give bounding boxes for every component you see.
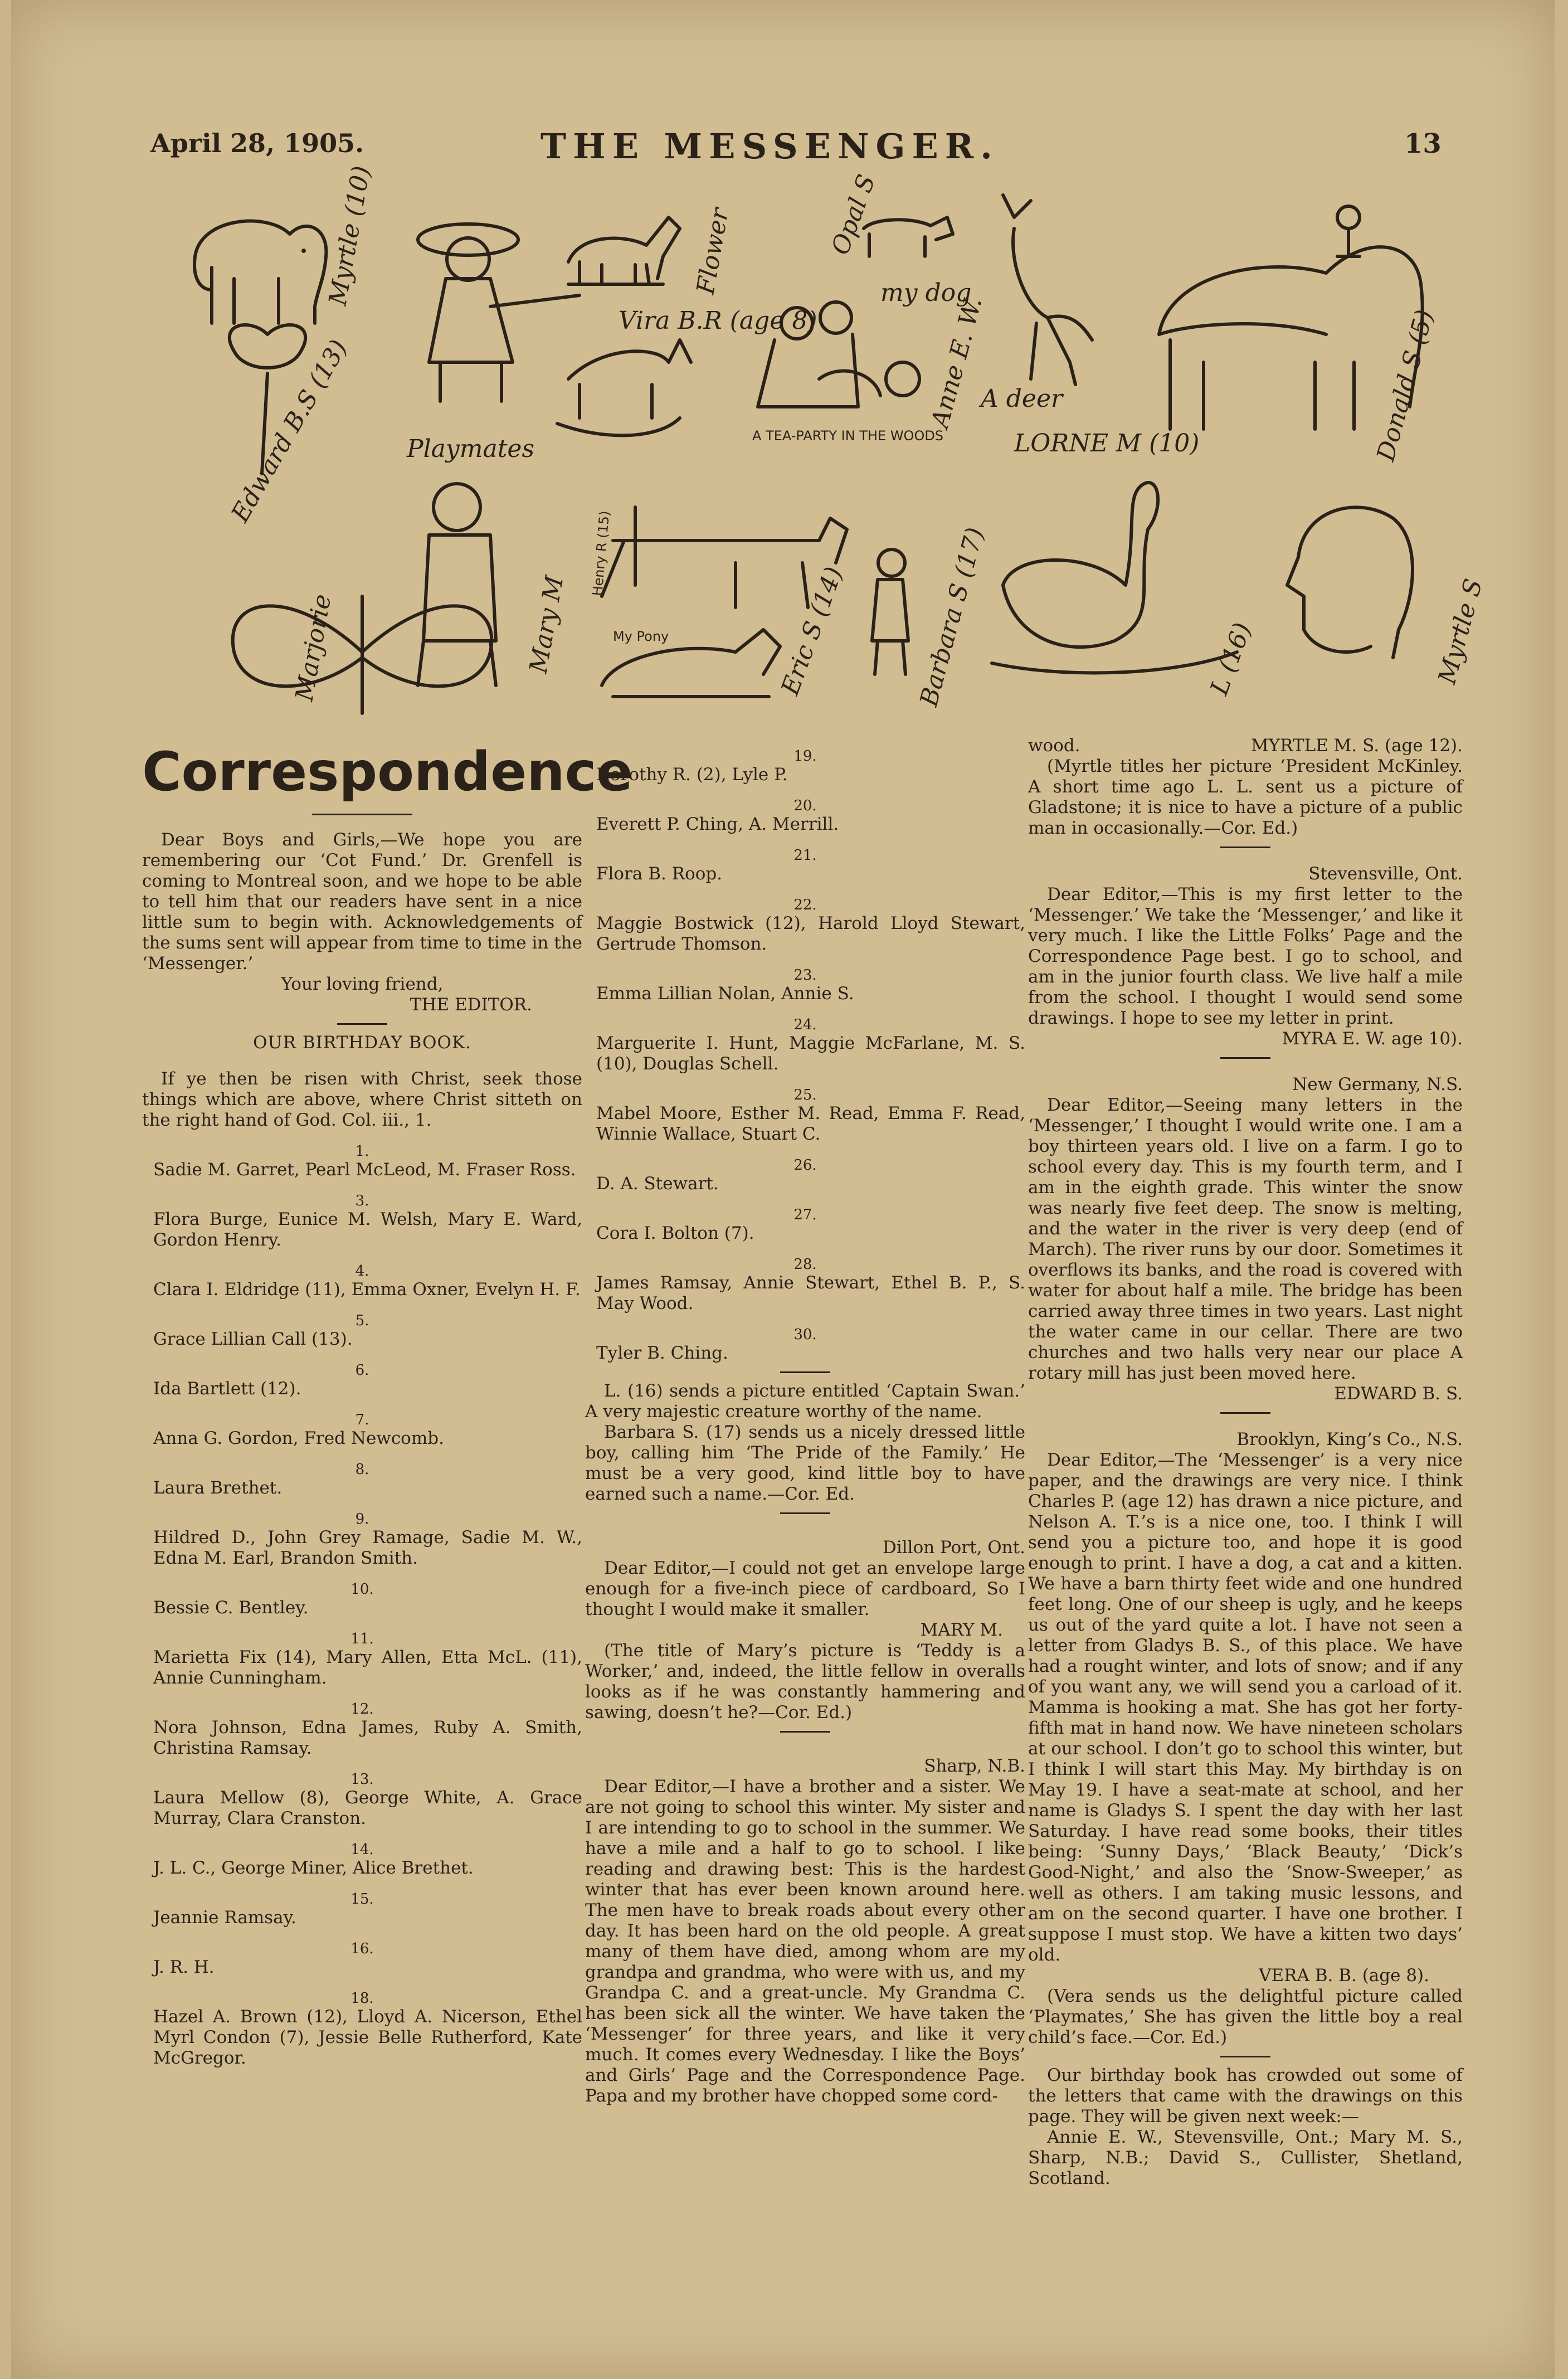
elephant-drawing — [194, 221, 326, 323]
bible-verse: If ye then be risen with Christ, seek those things which are above, where Christ sitteth on the right hand of God. Col. iii., 1. — [142, 1069, 582, 1130]
rocking-horse-drawing — [557, 340, 691, 435]
drawing-label-lorne: LORNE M (10) — [1014, 429, 1200, 458]
drawing-label-my-dog: my dog — [880, 279, 972, 307]
letter-place-brooklyn: Brooklyn, King’s Co., N.S. — [1236, 1429, 1463, 1449]
tea-party-drawing — [758, 302, 919, 407]
birthday-entry: 7. Anna G. Gordon, Fred Newcomb. — [153, 1412, 444, 1448]
editor-note-pride-of-family: Barbara S. (17) sends us a nicely dressed little boy, calling him ‘The Pride of the Family.’ He must be a very good, kind little boy to have earned such a name.—Cor. Ed. — [585, 1422, 1025, 1504]
editor-note-playmates: (Vera sends us the delightful picture called ‘Playmates,’ She has given the little boy a real child’s face.—Cor. Ed.) — [1028, 1986, 1463, 2047]
drawing-label-edward: Edward B.S (13) — [226, 335, 353, 527]
birthday-list-part-2 — [585, 748, 1025, 1364]
section-divider — [1220, 1057, 1270, 1059]
small-boy-drawing — [872, 549, 908, 674]
deer-drawing — [1003, 195, 1092, 385]
birthday-entry: 18. Hazel A. Brown (12), Lloyd A. Nicerson, Ethel Myrl Condon (7), Jessie Belle Rutherford, Kate McGregor. — [153, 1990, 582, 2068]
editor-note-captain-swan: L. (16) sends a picture entitled ‘Captain Swan.’ A very majestic creature worthy of the name. — [585, 1381, 1025, 1422]
birthday-entry: 11. Marietta Fix (14), Mary Allen, Etta McL. (11), Annie Cunningham. — [153, 1631, 582, 1688]
drawing-label-marjorie: Marjorie — [290, 592, 337, 703]
birthday-entry: 8. Laura Brethet. — [153, 1461, 369, 1498]
letter-signature-mary: MARY M. — [920, 1620, 1003, 1640]
birthday-entry: 14. J. L. C., George Miner, Alice Brethet. — [153, 1841, 474, 1878]
letter-signature-vera: VERA B. B. (age 8). — [1259, 1966, 1429, 1986]
birthday-entry: 9. Hildred D., John Grey Ramage, Sadie M. W., Edna M. Earl, Brandon Smith. — [153, 1511, 582, 1568]
letter-body-mary: Dear Editor,—I could not get an envelope large enough for a five-inch piece of cardboard, So I thought I would make it smaller. — [585, 1558, 1025, 1619]
newspaper-page — [11, 0, 1555, 2379]
column-3 — [1028, 736, 1463, 2189]
horse-drawing — [568, 217, 680, 284]
birthday-entry: 21. Flora B. Roop. — [596, 847, 817, 884]
drawing-label-donald: Donald S (5) — [1371, 307, 1439, 464]
birthday-entry: 10. Bessie C. Bentley. — [153, 1581, 374, 1618]
editor-note-teddy: (The title of Mary’s picture is ‘Teddy is a Worker,’ and, indeed, the little fellow in overalls looks as if he was constantly hammering and sawing, doesn’t he?—Cor. Ed.) — [585, 1641, 1025, 1723]
drawing-label-barbara: Barbara S (17) — [914, 524, 990, 709]
drawing-label-myrtle-s: Myrtle S — [1433, 576, 1488, 687]
section-divider — [337, 1023, 387, 1025]
birthday-entry: 16. J. R. H. — [153, 1940, 374, 1977]
letter-body-myrtle: Dear Editor,—I have a brother and a sister. We are not going to school this winter. My sister and I are intending to go to school in the summer. We have a mile and a half to go to school. I like reading and drawing best: This is the hardest winter that has ever been known around here. The men have to break roads about every other day. It has been hard on the old people. A great many of them have died, among whom are my grandpa and grandma, who were with us, and my Grandpa C. and a great-uncle. My Grandma C. has been sick all the winter. We have taken the ‘Messenger’ for three years, and like it very much. It comes every Wednesday. I like the Boys’ and Girls’ Page and the Correspondence Page. Papa and my brother have chopped some cord- — [585, 1777, 1025, 2106]
drawing-label-pony: My Pony — [613, 629, 669, 644]
birthday-entry: 6. Ida Bartlett (12). — [153, 1362, 369, 1399]
drawing-label-flower: Flower — [691, 206, 734, 296]
children-drawings-illustration — [178, 163, 1488, 719]
page-heading: Correspondence — [142, 741, 633, 803]
drawing-label-myrtle: Myrtle (10) — [323, 163, 376, 308]
editor-intro: Dear Boys and Girls,—We hope you are remembering our ‘Cot Fund.’ Dr. Grenfell is coming to Montreal soon, and we hope to be able to tell him that our readers have sent in a nice little sum to begin with. Acknowledgements of the sums sent will appear from time to time in the ‘Messenger.’ — [142, 830, 582, 974]
swan-drawing — [992, 483, 1237, 673]
birthday-entry: 12. Nora Johnson, Edna James, Ruby A. Smith, Christina Ramsay. — [153, 1701, 582, 1758]
letter-place-stevensville: Stevensville, Ont. — [1308, 864, 1463, 884]
circus-elephant-drawing — [1159, 206, 1423, 429]
birthday-entry: 20. Everett P. Ching, A. Merrill. — [596, 797, 839, 834]
letter-body-edward: Dear Editor,—Seeing many letters in the ‘Messenger,’ I thought I would write one. I am a boy thirteen years old. I live on a farm. I go to school every day. This is my fourth term, and I am in the eighth grade. This winter the snow was nearly five feet deep. The snow is melting, and the water in the river is very deep (end of March). The river runs by our door. Sometimes it overflows its banks, and the road is covered with water for about half a mile. The bridge has been carried away three times in two years. Last night the water came in our cellar. There are two churches and two halls very near our place A rotary mill has just been moved here. — [1028, 1095, 1463, 1383]
heading-divider — [312, 814, 412, 815]
letter-place-sharp: Sharp, N.B. — [924, 1756, 1025, 1776]
butterfly-drawing — [233, 596, 491, 713]
letter-place-dillon-port: Dillon Port, Ont. — [882, 1538, 1025, 1558]
birthday-entry: 5. Grace Lillian Call (13). — [153, 1312, 369, 1349]
birthday-entry: 25. Mabel Moore, Esther M. Read, Emma F. Read, Winnie Wallace, Stuart C. — [596, 1087, 1025, 1144]
birthday-entry: 4. Clara I. Eldridge (11), Emma Oxner, Evelyn H. F. — [153, 1263, 581, 1300]
horse-cart-drawing — [602, 507, 847, 607]
editor-note-mckinley: (Myrtle titles her picture ‘President McKinley. A short time ago L. L. sent us a picture of Gladstone; it is nice to have a picture of a public man in occasionally.—Cor. Ed.) — [1028, 756, 1463, 838]
birthday-list-part-1 — [142, 1143, 582, 2069]
drawings-svg — [178, 163, 1488, 719]
editor-signature: THE EDITOR. — [410, 995, 532, 1015]
drawing-label-henry: Henry R (15) — [590, 510, 613, 597]
drawing-label-opal: Opal S — [826, 171, 882, 259]
birthday-entry: 23. Emma Lillian Nolan, Annie S. — [596, 967, 854, 1004]
drawing-label-eric: Eric S (14) — [776, 563, 849, 699]
section-divider — [780, 1371, 830, 1373]
birthday-entry: 15. Jeannie Ramsay. — [153, 1891, 374, 1928]
birthday-entry: 13. Laura Mellow (8), George White, A. Grace Murray, Clara Cranston. — [153, 1771, 582, 1828]
birthday-entry: 28. James Ramsay, Annie Stewart, Ethel B. P., S. May Wood. — [596, 1256, 1025, 1313]
letter-signature-edward: EDWARD B. S. — [1334, 1384, 1463, 1404]
birthday-entry: 27. Cora I. Bolton (7). — [596, 1206, 817, 1243]
letter-continuation: wood. MYRTLE M. S. (age 12). — [1028, 736, 1463, 756]
birthday-entry: 26. D. A. Stewart. — [596, 1157, 817, 1194]
editor-closing: Your loving friend, — [281, 974, 444, 994]
playmates-girl-drawing — [418, 224, 580, 401]
drawing-label-l: L (16) — [1205, 619, 1258, 699]
drawing-label-vira: Vira B.R (age 8) — [619, 307, 817, 335]
birthday-entry: 24. Marguerite I. Hunt, Maggie McFarlane, M. S. (10), Douglas Schell. — [596, 1016, 1025, 1074]
letter-signature-myra: MYRA E. W. age 10). — [1282, 1029, 1463, 1049]
column-1 — [142, 736, 633, 2069]
mckinley-portrait-drawing — [1287, 507, 1413, 658]
dog-drawing — [864, 217, 953, 256]
birthday-entry: 19. Dorothy R. (2), Lyle P. — [596, 748, 817, 785]
section-divider — [780, 1731, 830, 1733]
birthday-book-title: OUR BIRTHDAY BOOK. — [253, 1033, 471, 1053]
birthday-entry: 30. Tyler B. Ching. — [596, 1326, 817, 1363]
birthday-entry: 1. Sadie M. Garret, Pearl McLeod, M. Fraser Ross. — [153, 1143, 576, 1180]
birthday-entry: 3. Flora Burge, Eunice M. Welsh, Mary E. Ward, Gordon Henry. — [153, 1193, 582, 1250]
drawing-label-playmates: Playmates — [407, 435, 535, 463]
column-2 — [585, 736, 1025, 2106]
section-divider — [1220, 846, 1270, 848]
letter-place-new-germany: New Germany, N.S. — [1292, 1074, 1463, 1094]
letter-body-myra: Dear Editor,—This is my first letter to the ‘Messenger.’ We take the ‘Messenger,’ and like it very much. I like the Little Folks’ Page and the Correspondence Page best. I go to school, and am in the junior fourth class. We live half a mile from the school. I thought I would send some drawings. I hope to see my letter in print. — [1028, 884, 1463, 1028]
birthday-entry: 22. Maggie Bostwick (12), Harold Lloyd Stewart, Gertrude Thomson. — [596, 897, 1025, 954]
section-divider — [780, 1512, 830, 1514]
closing-names: Annie E. W., Stevensville, Ont.; Mary M. S., Sharp, N.B.; David S., Cullister, Shetland, Scotland. — [1028, 2127, 1463, 2188]
boy-overalls-drawing — [418, 484, 496, 685]
drawing-label-anne: Anne E. W. — [926, 294, 988, 431]
letter-body-vera: Dear Editor,—The ‘Messenger’ is a very nice paper, and the drawings are very nice. I think Charles P. (age 12) has drawn a nice picture, and Nelson A. T.’s is a nice one, too. I think I will send you a picture too, and hope it is good enough to print. I have a dog, a cat and a kitten. We have a barn thirty feet wide and one hundred feet long. One of our sheep is ugly, and he keeps us out of the yard quite a lot. I have not seen a letter from Gladys B. S., of this place. We have had a rought winter, and lots of snow; and if any of you want any, we will send you a carload of it. Mamma is hooking a mat. She has got her forty-fifth mat in hand now. We have nineteen scholars at our school. I don’t go to school this winter, but I think I will start this May. My birthday is on May 19. I have a seat-mate at school, and her name is Gladys S. I spent the day with her last Saturday. I have read some books, their titles being: ‘Sunny Days,’ ‘Black Beauty,’ ‘Dick’s Good-Night,’ and also the ‘Snow-Sweeper,’ as well as others. I am taking music lessons, and am on the second quarter. I have one brother. I suppose I must stop. We have a kitten two days’ old. — [1028, 1450, 1463, 1965]
masthead-title: THE MESSENGER. — [540, 126, 999, 167]
drawing-label-tea-party: A TEA-PARTY IN THE WOODS — [752, 428, 944, 444]
drawing-label-deer: A deer — [981, 385, 1063, 413]
section-divider — [1220, 2056, 1270, 2057]
page-number: 13 — [1404, 128, 1442, 159]
page-header — [11, 128, 1555, 173]
closing-note: Our birthday book has crowded out some of the letters that came with the drawings on this page. They will be given next week:— — [1028, 2065, 1463, 2127]
issue-date: April 28, 1905. — [150, 128, 364, 158]
section-divider — [1220, 1412, 1270, 1414]
drawing-label-mary: Mary M — [524, 573, 569, 675]
